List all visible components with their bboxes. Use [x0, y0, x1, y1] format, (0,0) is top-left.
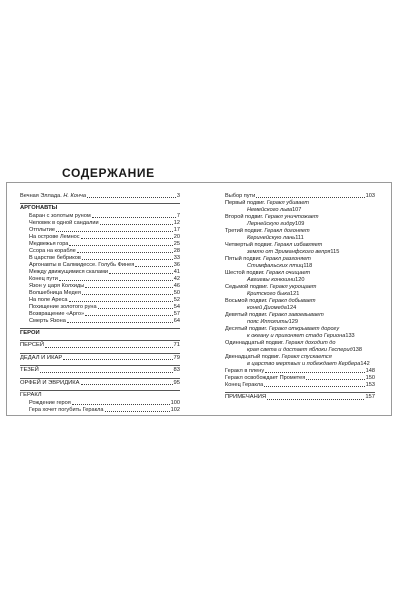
toc-entry-labor[interactable]: Двенадцатый подвиг. Геракл спускается в царство мертвых и побеждает Кербера 142	[225, 354, 370, 367]
toc-entry[interactable]: Гера хочет погубить Геракла 102	[29, 406, 180, 413]
toc-entry-labor[interactable]: Седьмой подвиг. Геракл укрощает Критского быка 121	[225, 284, 317, 297]
toc-right-column	[225, 193, 375, 402]
section-heading-argonauts: АРГОНАВТЫ	[20, 203, 180, 213]
toc-entry-labor[interactable]: Четвертый подвиг. Геракл избавляет землю от Эриманфского вепря 115	[225, 242, 340, 255]
toc-entry[interactable]: Медвежья гора 25	[29, 240, 180, 247]
toc-entry[interactable]: Выбор пути 103	[225, 193, 375, 199]
toc-entry-perseus[interactable]: ПЕРСЕЙ 71	[20, 342, 180, 348]
toc-entry[interactable]: На поле Ареса 52	[29, 296, 180, 303]
toc-entry[interactable]: Отплытие 17	[29, 226, 180, 233]
toc-entry[interactable]: Конец пути 42	[29, 275, 180, 282]
section-heading-heracles: ГЕРАКЛ	[20, 390, 180, 400]
toc-entry[interactable]: Баран с золотым руном 7	[29, 212, 180, 219]
toc-entry[interactable]: Аргонавты в Салмидессе. Голубь Финея 36	[29, 261, 180, 268]
leader-dots	[87, 197, 176, 198]
toc-entry[interactable]: На острове Лемнос 20	[29, 233, 180, 240]
toc-entry[interactable]: Человек в одной сандалии 12	[29, 219, 180, 226]
toc-left-column	[20, 193, 180, 414]
toc-entry[interactable]: В царстве бебриков 33	[29, 254, 180, 261]
toc-entry-theseus[interactable]: ТЕЗЕЙ 83	[20, 367, 180, 373]
argonauts-list	[20, 213, 180, 325]
toc-entry[interactable]: Между движущимися скалами 41	[29, 268, 180, 275]
toc-entry[interactable]: Геракл освобождает Прометея 150	[225, 375, 375, 381]
page-title: СОДЕРЖАНИЕ	[62, 166, 155, 180]
toc-entry[interactable]: Возвращение «Арго» 57	[29, 310, 180, 317]
toc-entry-labor[interactable]: Пятый подвиг. Геракл разгоняет Стимфальских птиц 118	[225, 256, 313, 269]
toc-entry[interactable]: Конец Геракла 153	[225, 382, 375, 388]
toc-entry-daedalus[interactable]: ДЕДАЛ И ИКАР 79	[20, 354, 180, 361]
toc-entry-notes[interactable]: ПРИМЕЧАНИЯ 157	[225, 394, 375, 400]
toc-entry-labor[interactable]: Девятый подвиг. Геракл завоевывает пояс Ипполиты 129	[225, 312, 324, 325]
toc-entry[interactable]: Рождение героя 100	[29, 399, 180, 406]
toc-entry-orpheus[interactable]: ОРФЕЙ И ЭВРИДИКА 95	[20, 379, 180, 386]
page-number: 3	[176, 193, 180, 199]
section-heading-heroes: ГЕРОИ	[20, 328, 180, 338]
toc-entry[interactable]: Похищение золотого руна 54	[29, 303, 180, 310]
toc-entry-labor[interactable]: Третий подвиг. Геракл догоняет Керинейскую лань 111	[225, 228, 310, 241]
toc-entry-labor[interactable]: Восьмой подвиг. Геракл добывает коней Диомеда 124	[225, 298, 316, 311]
toc-entry[interactable]: Язон у царя Колхиды 46	[29, 282, 180, 289]
toc-entry[interactable]: Геракл в плену 148	[225, 368, 375, 374]
toc-entry[interactable]: Смерть Язона 64	[29, 317, 180, 324]
toc-entry-labor[interactable]: Первый подвиг. Геракл убивает Немейского льва 107	[225, 200, 310, 213]
toc-entry-labor[interactable]: Одиннадцатый подвиг. Геракл доходит до края света и достает яблоки Гесперид 138	[225, 340, 363, 353]
toc-entry-labor[interactable]: Второй подвиг. Геракл уничтожает Лернейскую гидру 109	[225, 214, 319, 227]
toc-entry[interactable]: Ссора на корабле 28	[29, 247, 180, 254]
toc-entry-labor[interactable]: Шестой подвиг. Геракл очищает Авгиевы конюшни 120	[225, 270, 311, 283]
toc-entry[interactable]: Волшебница Медея 50	[29, 289, 180, 296]
intro-author: Н. Конча	[63, 193, 86, 199]
intro-title: Вечная Эллада.	[20, 193, 64, 199]
toc-entry-intro[interactable]	[20, 193, 180, 200]
toc-entry-labor[interactable]: Десятый подвиг. Геракл открывает дорогу к океану и пригоняет стадо Гериона 133	[225, 326, 355, 339]
